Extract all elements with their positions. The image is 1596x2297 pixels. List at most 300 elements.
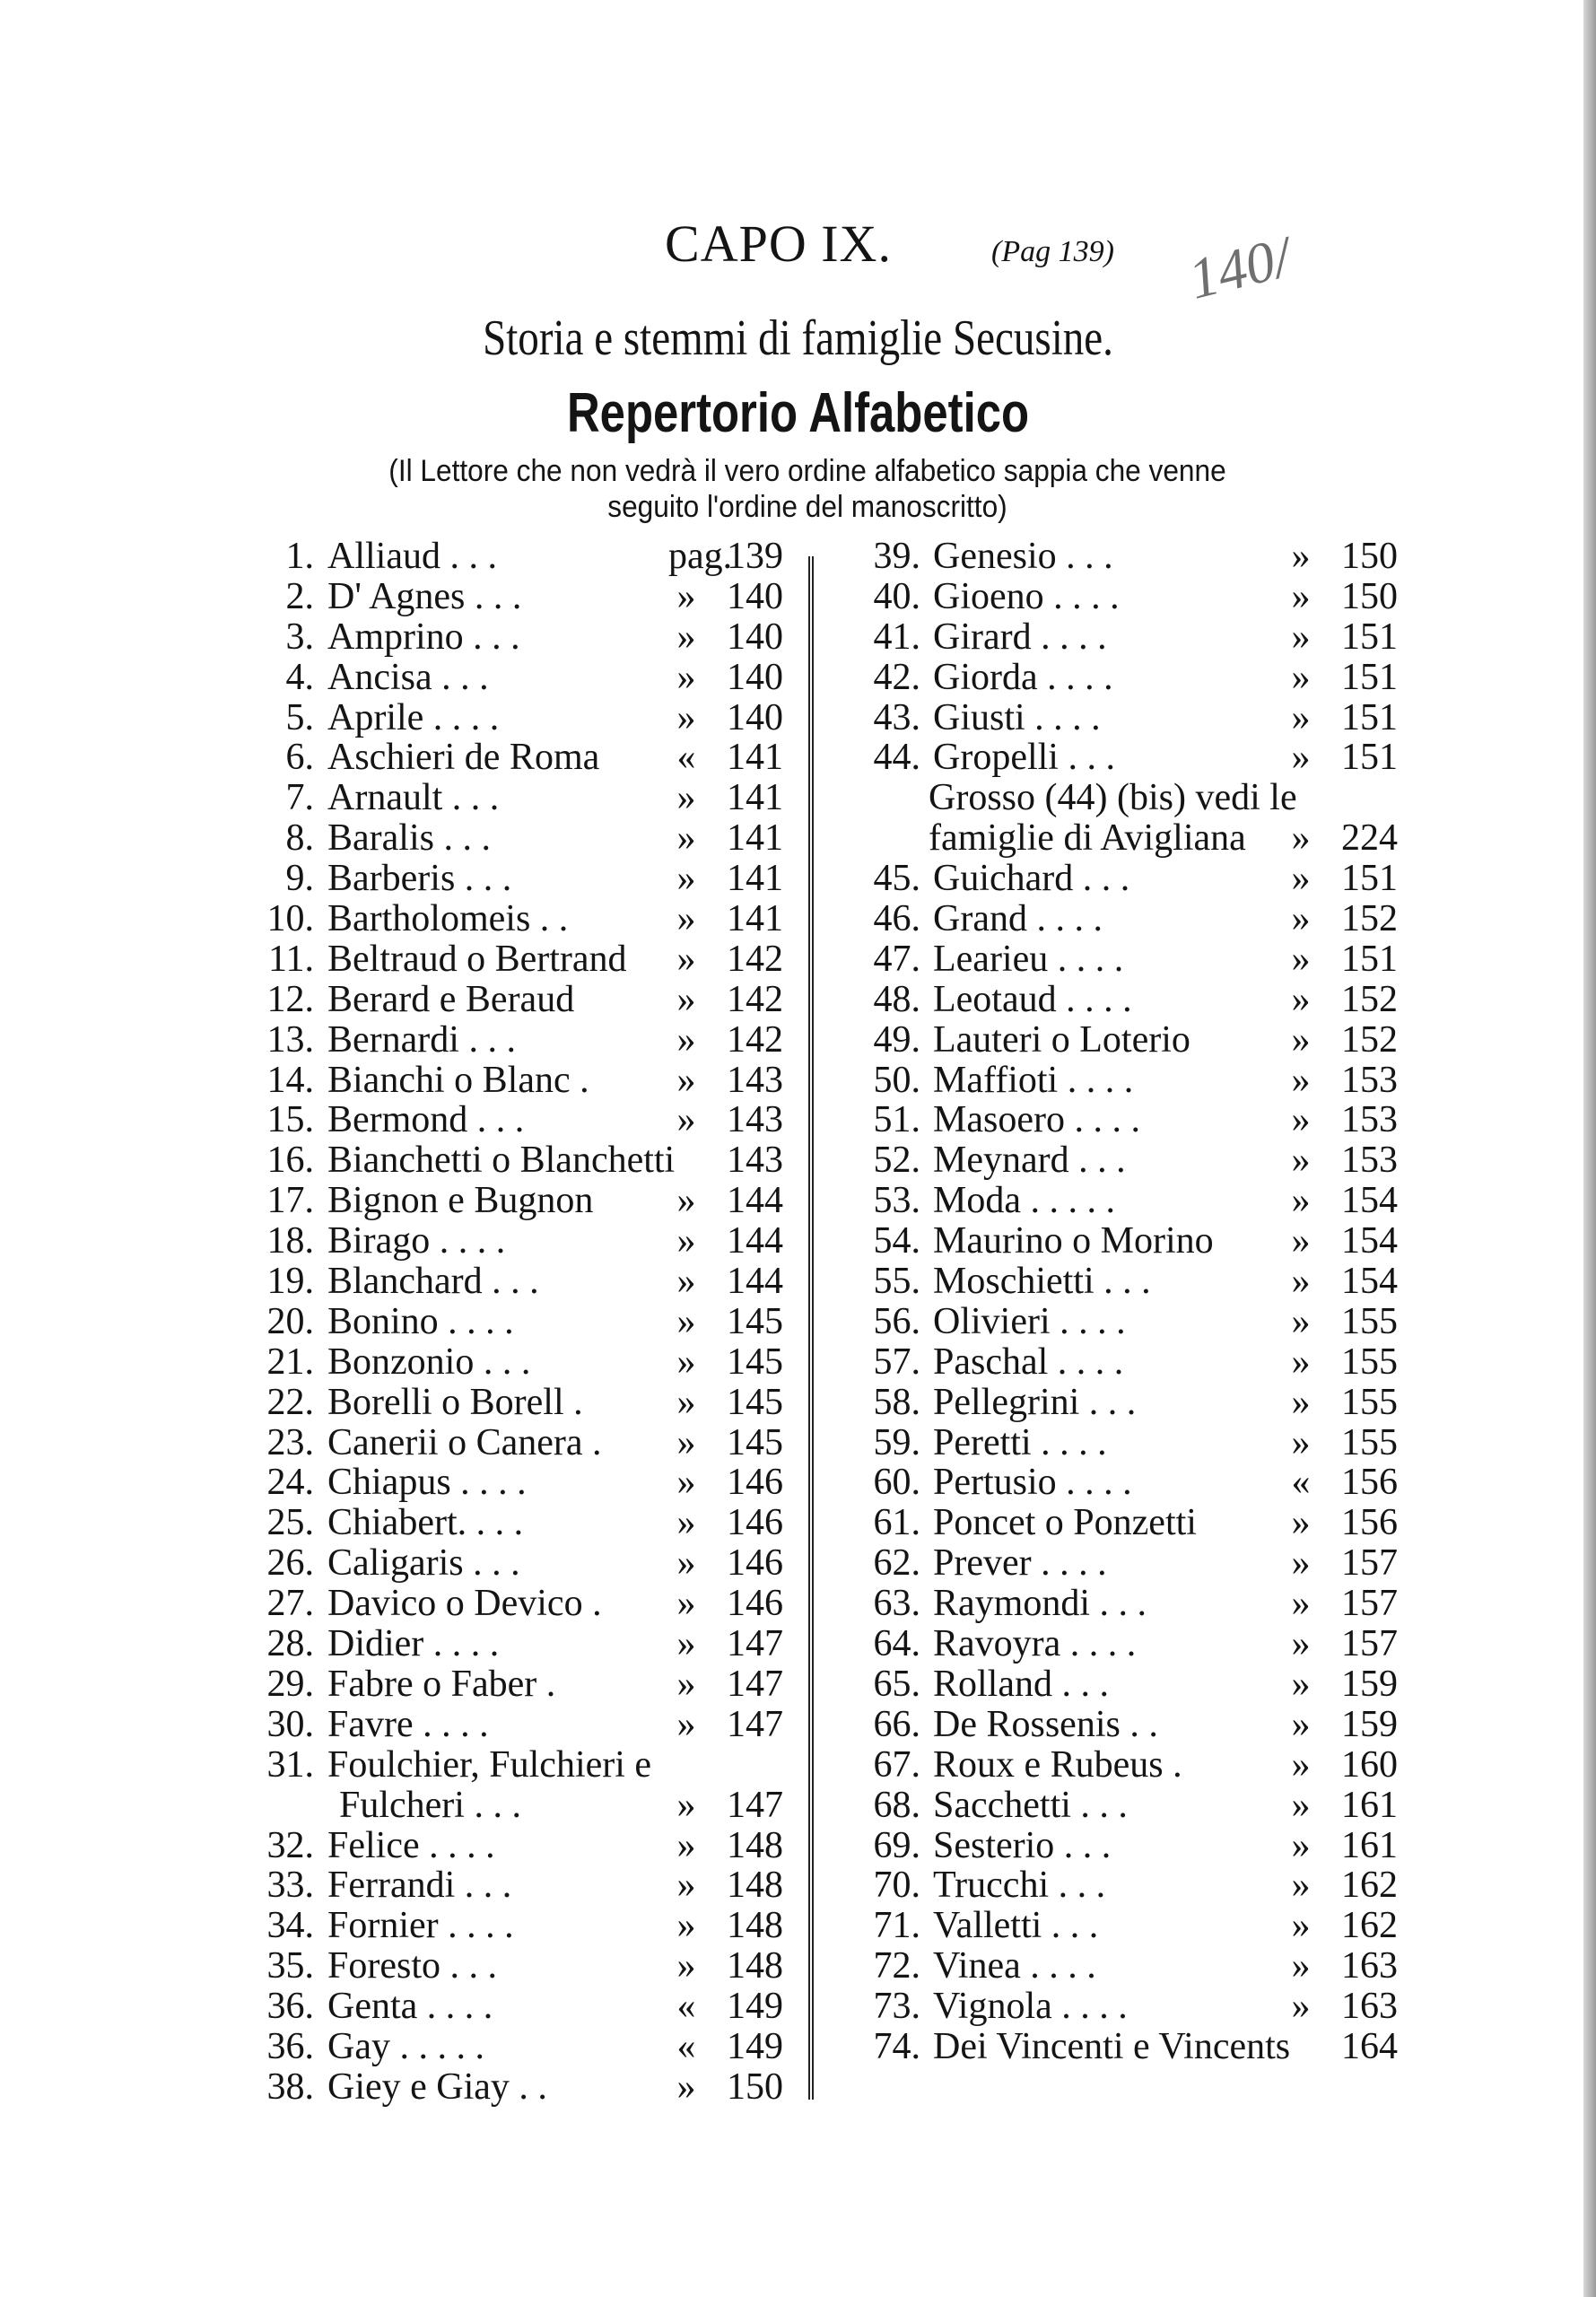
entry-separator: » bbox=[1291, 1059, 1311, 1101]
entry-separator: » bbox=[1291, 536, 1311, 577]
entry-separator: » bbox=[676, 817, 696, 860]
entry-separator: » bbox=[676, 616, 696, 658]
entry-separator: » bbox=[676, 1180, 696, 1222]
index-entry bbox=[240, 537, 783, 577]
entry-name: Paschal . . . . bbox=[933, 1341, 1124, 1383]
entry-page: 140 bbox=[727, 616, 783, 658]
index-entry bbox=[842, 1624, 1398, 1664]
index-entry bbox=[842, 577, 1398, 617]
entry-name: Guichard . . . bbox=[933, 858, 1130, 900]
entry-name: Girard . . . . bbox=[933, 616, 1107, 658]
index-entry bbox=[842, 617, 1398, 658]
entry-separator: » bbox=[676, 696, 696, 738]
entry-number: 30. bbox=[266, 1703, 314, 1745]
entry-number: 20. bbox=[266, 1300, 314, 1342]
entry-separator: » bbox=[1291, 1865, 1311, 1907]
entry-page: 152 bbox=[1341, 978, 1398, 1020]
entry-page: 154 bbox=[1341, 1180, 1398, 1222]
page-reference: (Pag 139) bbox=[991, 235, 1114, 268]
index-entry bbox=[240, 1061, 783, 1101]
index-entry bbox=[842, 1463, 1398, 1503]
entry-page: 144 bbox=[727, 1261, 783, 1303]
index-entry bbox=[240, 698, 783, 738]
entry-name: famiglie di Avigliana bbox=[929, 817, 1246, 860]
entry-number: 7. bbox=[285, 777, 314, 819]
index-entry bbox=[240, 1906, 783, 1946]
entry-number: 32. bbox=[266, 1824, 314, 1866]
entry-name: Peretti . . . . bbox=[933, 1421, 1107, 1463]
entry-number: 13. bbox=[266, 1018, 314, 1061]
entry-number: 39. bbox=[873, 536, 920, 577]
entry-number: 66. bbox=[873, 1703, 920, 1745]
entry-separator: » bbox=[1291, 1945, 1311, 1987]
entry-name: Genesio . . . bbox=[933, 536, 1113, 577]
entry-name: Bermond . . . bbox=[327, 1099, 525, 1141]
reader-note-line-2: seguito l'ordine del manoscritto) bbox=[607, 490, 1007, 524]
entry-number: 48. bbox=[873, 978, 920, 1020]
entry-separator: » bbox=[1291, 616, 1311, 658]
entry-name: Olivieri . . . . bbox=[933, 1300, 1126, 1342]
entry-number: 21. bbox=[266, 1341, 314, 1383]
entry-separator: » bbox=[1291, 978, 1311, 1020]
entry-separator: » bbox=[1291, 1743, 1311, 1786]
entry-name: Sacchetti . . . bbox=[933, 1784, 1128, 1826]
entry-number: 6. bbox=[285, 737, 314, 779]
index-entry bbox=[842, 1906, 1398, 1946]
entry-separator: » bbox=[676, 978, 696, 1020]
index-entry bbox=[842, 1705, 1398, 1745]
entry-number: 27. bbox=[266, 1583, 314, 1625]
index-entry bbox=[842, 1503, 1398, 1543]
handwritten-margin-note: 140/ bbox=[1182, 224, 1297, 311]
index-entry bbox=[842, 939, 1398, 980]
index-entry bbox=[842, 859, 1398, 899]
entry-page: 141 bbox=[727, 777, 783, 819]
entry-number: 47. bbox=[873, 938, 920, 980]
index-entry bbox=[842, 1020, 1398, 1061]
entry-page: 144 bbox=[727, 1180, 783, 1222]
index-entry bbox=[842, 537, 1398, 577]
index-entry bbox=[240, 1221, 783, 1262]
entry-number: 2. bbox=[285, 575, 314, 617]
index-entry bbox=[240, 1745, 783, 1786]
entry-separator: » bbox=[676, 1784, 696, 1826]
entry-number: 61. bbox=[873, 1502, 920, 1544]
entry-name: Bianchi o Blanc . bbox=[327, 1059, 589, 1101]
entry-name: Pertusio . . . . bbox=[933, 1462, 1132, 1504]
entry-name: Baralis . . . bbox=[327, 817, 491, 860]
column-divider bbox=[808, 556, 814, 2100]
entry-name: Giusti . . . . bbox=[933, 696, 1101, 738]
entry-page: 148 bbox=[727, 1824, 783, 1866]
entry-name: Genta . . . . bbox=[327, 1986, 493, 2028]
entry-separator: » bbox=[1291, 696, 1311, 738]
entry-page: 150 bbox=[1341, 575, 1398, 617]
entry-number: 45. bbox=[873, 858, 920, 900]
entry-number: 60. bbox=[873, 1462, 920, 1504]
entry-page: 151 bbox=[1341, 656, 1398, 698]
entry-number: 62. bbox=[873, 1542, 920, 1585]
entry-number: 8. bbox=[285, 817, 314, 860]
entry-separator: » bbox=[676, 777, 696, 819]
entry-name: Bonzonio . . . bbox=[327, 1341, 531, 1383]
entry-page: 153 bbox=[1341, 1140, 1398, 1182]
index-entry bbox=[240, 1865, 783, 1906]
entry-name: Valletti . . . bbox=[933, 1905, 1099, 1947]
entry-separator: » bbox=[1291, 1381, 1311, 1423]
entry-number: 69. bbox=[873, 1824, 920, 1866]
entry-page: 141 bbox=[727, 737, 783, 779]
entry-separator: » bbox=[676, 1663, 696, 1705]
index-entry bbox=[842, 1262, 1398, 1302]
index-entry bbox=[842, 2027, 1398, 2067]
index-entry bbox=[842, 1342, 1398, 1383]
entry-number: 73. bbox=[873, 1986, 920, 2028]
entry-name: Prever . . . . bbox=[933, 1542, 1107, 1585]
entry-page: 162 bbox=[1341, 1865, 1398, 1907]
entry-page: 142 bbox=[727, 938, 783, 980]
entry-page: 159 bbox=[1341, 1703, 1398, 1745]
entry-number: 65. bbox=[873, 1663, 920, 1705]
entry-page: 157 bbox=[1341, 1583, 1398, 1625]
entry-page: 152 bbox=[1341, 1018, 1398, 1061]
index-entry bbox=[842, 1987, 1398, 2027]
entry-separator: » bbox=[676, 2066, 696, 2108]
entry-number: 23. bbox=[266, 1421, 314, 1463]
entry-separator: » bbox=[1291, 1140, 1311, 1182]
entry-page: 160 bbox=[1341, 1743, 1398, 1786]
entry-page: 140 bbox=[727, 696, 783, 738]
entry-page: 147 bbox=[727, 1623, 783, 1665]
index-entry bbox=[842, 1826, 1398, 1866]
entry-number: 52. bbox=[873, 1140, 920, 1182]
entry-number: 53. bbox=[873, 1180, 920, 1222]
index-entry bbox=[240, 1786, 783, 1826]
entry-name: Beltraud o Bertrand bbox=[327, 938, 627, 980]
entry-name: Chiabert. . . . bbox=[327, 1502, 524, 1544]
entry-page: 163 bbox=[1341, 1945, 1398, 1987]
entry-page: 164 bbox=[1341, 2025, 1398, 2067]
entry-number: 72. bbox=[873, 1945, 920, 1987]
entry-page: 159 bbox=[1341, 1663, 1398, 1705]
entry-name: Masoero . . . . bbox=[933, 1099, 1140, 1141]
entry-separator: » bbox=[676, 1905, 696, 1947]
entry-page: 145 bbox=[727, 1421, 783, 1463]
entry-page: 150 bbox=[727, 2066, 783, 2108]
entry-page: 161 bbox=[1341, 1784, 1398, 1826]
entry-separator: » bbox=[1291, 1703, 1311, 1745]
entry-separator: » bbox=[676, 1341, 696, 1383]
reader-note bbox=[340, 453, 1275, 525]
chapter-title: CAPO IX. bbox=[665, 214, 892, 273]
reader-note-line-1: (Il Lettore che non vedrà il vero ordine alfabetico sappia che venne bbox=[388, 454, 1226, 488]
entry-number: 41. bbox=[873, 616, 920, 658]
entry-separator: » bbox=[1291, 858, 1311, 900]
entry-number: 64. bbox=[873, 1623, 920, 1665]
entry-number: 5. bbox=[285, 696, 314, 738]
entry-separator: » bbox=[676, 1583, 696, 1625]
index-entry bbox=[842, 1302, 1398, 1342]
entry-separator: « bbox=[676, 737, 696, 779]
entry-name: Moschietti . . . bbox=[933, 1261, 1151, 1303]
entry-number: 18. bbox=[266, 1220, 314, 1262]
index-entry bbox=[842, 1181, 1398, 1221]
entry-number: 50. bbox=[873, 1059, 920, 1101]
entry-page: 150 bbox=[1341, 536, 1398, 577]
entry-page: 145 bbox=[727, 1341, 783, 1383]
index-entry bbox=[240, 1100, 783, 1140]
entry-number: 3. bbox=[285, 616, 314, 658]
entry-number: 17. bbox=[266, 1180, 314, 1222]
entry-name: Chiapus . . . . bbox=[327, 1462, 527, 1504]
entry-name: Arnault . . . bbox=[327, 777, 500, 819]
index-entry bbox=[240, 1624, 783, 1664]
index-entry bbox=[240, 1383, 783, 1423]
entry-name: Blanchard . . . bbox=[327, 1261, 539, 1303]
entry-page: 153 bbox=[1341, 1099, 1398, 1141]
index-entry bbox=[240, 1423, 783, 1463]
entry-separator: » bbox=[1291, 1261, 1311, 1303]
entry-name: Bianchetti o Blanchetti bbox=[327, 1140, 676, 1182]
entry-number: 28. bbox=[266, 1623, 314, 1665]
entry-name: Aschieri de Roma bbox=[327, 737, 600, 779]
entry-page: 140 bbox=[727, 656, 783, 698]
entry-number: 22. bbox=[266, 1381, 314, 1423]
entry-name: Felice . . . . bbox=[327, 1824, 495, 1866]
entry-separator: » bbox=[676, 1542, 696, 1585]
index-entry bbox=[240, 1705, 783, 1745]
entry-page: 149 bbox=[727, 2025, 783, 2067]
entry-separator: » bbox=[1291, 737, 1311, 779]
entry-page: 139 bbox=[727, 536, 783, 577]
entry-name: Fulcheri . . . bbox=[339, 1784, 521, 1826]
entry-name: Maurino o Morino bbox=[933, 1220, 1214, 1262]
index-entry bbox=[842, 1786, 1398, 1826]
entry-page: 145 bbox=[727, 1300, 783, 1342]
entry-page: 154 bbox=[1341, 1261, 1398, 1303]
index-entry bbox=[842, 1946, 1398, 1987]
entry-name: Alliaud . . . bbox=[327, 536, 497, 577]
entry-name: Bignon e Bugnon bbox=[327, 1180, 594, 1222]
index-entry bbox=[240, 1503, 783, 1543]
index-entry bbox=[240, 980, 783, 1020]
index-entry bbox=[842, 1664, 1398, 1705]
entry-separator: » bbox=[676, 858, 696, 900]
entry-separator: » bbox=[676, 1462, 696, 1504]
entry-separator: » bbox=[1291, 1018, 1311, 1061]
entry-separator: » bbox=[1291, 1341, 1311, 1383]
entry-page: 155 bbox=[1341, 1381, 1398, 1423]
entry-name: D' Agnes . . . bbox=[327, 575, 522, 617]
entry-page: 152 bbox=[1341, 898, 1398, 940]
entry-separator: » bbox=[676, 1824, 696, 1866]
index-entry bbox=[240, 1987, 783, 2027]
entry-separator: » bbox=[1291, 817, 1311, 860]
entry-page: 143 bbox=[727, 1059, 783, 1101]
entry-name: Barberis . . . bbox=[327, 858, 512, 900]
entry-page: 149 bbox=[727, 1986, 783, 2028]
index-entry bbox=[842, 1140, 1398, 1181]
entry-number: 44. bbox=[873, 737, 920, 779]
entry-separator: » bbox=[1291, 1824, 1311, 1866]
entry-page: 143 bbox=[727, 1099, 783, 1141]
entry-separator: » bbox=[1291, 938, 1311, 980]
entry-number: 68. bbox=[873, 1784, 920, 1826]
entry-name: Birago . . . . bbox=[327, 1220, 506, 1262]
entry-page: 147 bbox=[727, 1703, 783, 1745]
entry-separator: » bbox=[676, 1261, 696, 1303]
index-entry bbox=[842, 1061, 1398, 1101]
index-entry bbox=[240, 859, 783, 899]
entry-name: Foulchier, Fulchieri e bbox=[327, 1743, 652, 1786]
entry-page: 162 bbox=[1341, 1905, 1398, 1947]
entry-page: 224 bbox=[1341, 817, 1398, 860]
index-entry bbox=[240, 1826, 783, 1866]
entry-name: Grosso (44) (bis) vedi le bbox=[929, 777, 1297, 819]
entry-name: Roux e Rubeus . bbox=[933, 1743, 1182, 1786]
entry-separator: » bbox=[676, 1300, 696, 1342]
entry-name: Ancisa . . . bbox=[327, 656, 489, 698]
entry-number: 40. bbox=[873, 575, 920, 617]
entry-number: 36. bbox=[266, 2025, 314, 2067]
entry-separator: « bbox=[676, 2025, 696, 2067]
index-entry bbox=[240, 1262, 783, 1302]
entry-page: 146 bbox=[727, 1583, 783, 1625]
entry-name: Grand . . . . bbox=[933, 898, 1103, 940]
entry-number: 51. bbox=[873, 1099, 920, 1141]
entry-name: Amprino . . . bbox=[327, 616, 520, 658]
entry-name: Meynard . . . bbox=[933, 1140, 1126, 1182]
entry-number: 59. bbox=[873, 1421, 920, 1463]
entry-separator: pag. bbox=[668, 536, 733, 577]
entry-separator: » bbox=[676, 1865, 696, 1907]
index-column-left bbox=[240, 537, 783, 2108]
entry-page: 147 bbox=[727, 1663, 783, 1705]
index-column-right bbox=[842, 537, 1398, 2067]
entry-page: 155 bbox=[1341, 1341, 1398, 1383]
index-entry bbox=[842, 980, 1398, 1020]
entry-number: 9. bbox=[285, 858, 314, 900]
entry-number: 29. bbox=[266, 1663, 314, 1705]
entry-name: Fornier . . . . bbox=[327, 1905, 514, 1947]
entry-number: 15. bbox=[266, 1099, 314, 1141]
entry-number: 12. bbox=[266, 978, 314, 1020]
index-entry bbox=[842, 738, 1398, 778]
index-entry bbox=[240, 658, 783, 698]
entry-separator: » bbox=[676, 1220, 696, 1262]
entry-number: 74. bbox=[873, 2025, 920, 2067]
entry-name: Trucchi . . . bbox=[933, 1865, 1106, 1907]
entry-separator: » bbox=[1291, 1220, 1311, 1262]
index-entry bbox=[240, 1020, 783, 1061]
entry-separator: » bbox=[676, 1421, 696, 1463]
entry-number: 11. bbox=[268, 938, 314, 980]
index-entry bbox=[842, 1221, 1398, 1262]
index-entry bbox=[842, 1745, 1398, 1786]
index-entry bbox=[240, 778, 783, 818]
page-edge-shadow bbox=[1583, 0, 1596, 2297]
entry-page: 142 bbox=[727, 1018, 783, 1061]
entry-page: 156 bbox=[1341, 1462, 1398, 1504]
entry-page: 141 bbox=[727, 858, 783, 900]
entry-number: 55. bbox=[873, 1261, 920, 1303]
entry-number: 54. bbox=[873, 1220, 920, 1262]
entry-separator: » bbox=[1291, 575, 1311, 617]
index-entry bbox=[240, 1946, 783, 1987]
entry-name: Fabre o Faber . bbox=[327, 1663, 556, 1705]
entry-page: 163 bbox=[1341, 1986, 1398, 2028]
entry-separator: » bbox=[1291, 1542, 1311, 1585]
entry-name: Maffioti . . . . bbox=[933, 1059, 1134, 1101]
index-entry bbox=[842, 1100, 1398, 1140]
index-entry bbox=[240, 1140, 783, 1181]
entry-separator: » bbox=[1291, 1180, 1311, 1222]
index-entry bbox=[842, 899, 1398, 939]
entry-name: Vignola . . . . bbox=[933, 1986, 1128, 2028]
entry-page: 143 bbox=[727, 1140, 783, 1182]
entry-page: 151 bbox=[1341, 858, 1398, 900]
entry-separator: « bbox=[1291, 1462, 1311, 1504]
entry-separator: » bbox=[1291, 1663, 1311, 1705]
entry-page: 146 bbox=[727, 1542, 783, 1585]
entry-number: 56. bbox=[873, 1300, 920, 1342]
entry-separator: » bbox=[1291, 1300, 1311, 1342]
index-entry bbox=[240, 577, 783, 617]
entry-number: 70. bbox=[873, 1865, 920, 1907]
entry-number: 38. bbox=[266, 2066, 314, 2108]
entry-name: Moda . . . . . bbox=[933, 1180, 1115, 1222]
entry-separator: » bbox=[676, 1059, 696, 1101]
entry-number: 42. bbox=[873, 656, 920, 698]
entry-name: De Rossenis . . bbox=[933, 1703, 1158, 1745]
index-entry bbox=[240, 939, 783, 980]
index-entry bbox=[240, 738, 783, 778]
entry-page: 155 bbox=[1341, 1300, 1398, 1342]
entry-number: 35. bbox=[266, 1945, 314, 1987]
entry-page: 148 bbox=[727, 1905, 783, 1947]
entry-number: 25. bbox=[266, 1502, 314, 1544]
entry-name: Davico o Devico . bbox=[327, 1583, 602, 1625]
entry-separator: » bbox=[1291, 1784, 1311, 1826]
entry-number: 57. bbox=[873, 1341, 920, 1383]
index-entry bbox=[842, 1865, 1398, 1906]
entry-number: 26. bbox=[266, 1542, 314, 1585]
entry-page: 153 bbox=[1341, 1059, 1398, 1101]
entry-number: 49. bbox=[873, 1018, 920, 1061]
entry-page: 144 bbox=[727, 1220, 783, 1262]
entry-name: Raymondi . . . bbox=[933, 1583, 1147, 1625]
entry-number: 46. bbox=[873, 898, 920, 940]
entry-name: Didier . . . . bbox=[327, 1623, 500, 1665]
entry-name: Rolland . . . bbox=[933, 1663, 1109, 1705]
entry-number: 67. bbox=[873, 1743, 920, 1786]
entry-separator: » bbox=[676, 1381, 696, 1423]
entry-number: 34. bbox=[266, 1905, 314, 1947]
entry-page: 141 bbox=[727, 817, 783, 860]
entry-page: 156 bbox=[1341, 1502, 1398, 1544]
index-entry bbox=[842, 698, 1398, 738]
entry-page: 155 bbox=[1341, 1421, 1398, 1463]
entry-name: Giorda . . . . bbox=[933, 656, 1113, 698]
entry-separator: » bbox=[1291, 898, 1311, 940]
entry-name: Giey e Giay . . bbox=[327, 2066, 547, 2108]
entry-separator: » bbox=[676, 1945, 696, 1987]
index-entry bbox=[842, 778, 1398, 818]
entry-number: 36. bbox=[266, 1986, 314, 2028]
page-heading: Repertorio Alfabetico bbox=[566, 382, 1030, 444]
entry-separator: » bbox=[1291, 656, 1311, 698]
page-subtitle: Storia e stemmi di famiglie Secusine. bbox=[483, 310, 1113, 366]
